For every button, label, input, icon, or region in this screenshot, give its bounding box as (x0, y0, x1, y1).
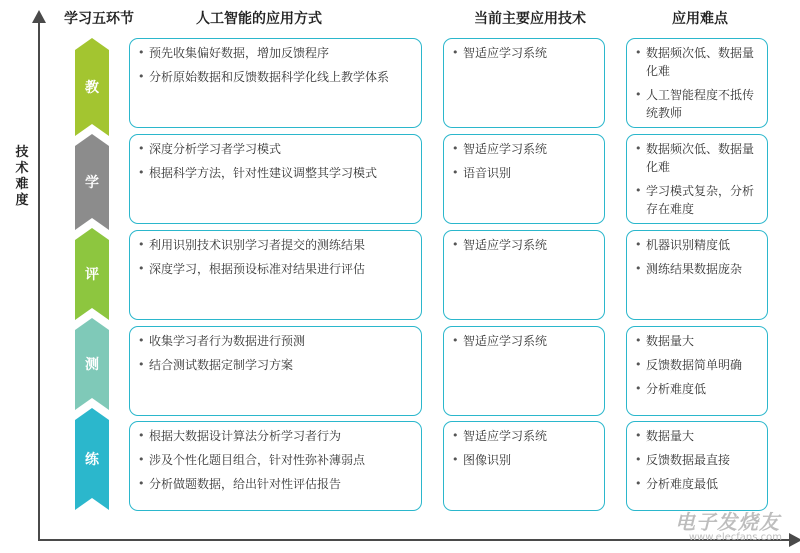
method-box (129, 38, 422, 128)
method-text: 利用识别技术识别学习者提交的测练结果 (149, 238, 366, 252)
method-text: 深度分析学习者学习模式 (149, 142, 282, 156)
bullet-icon: • (452, 453, 459, 466)
bullet-icon: • (452, 334, 459, 347)
method-item (138, 260, 413, 278)
header-tech: 当前主要应用技术 (474, 11, 586, 27)
bullet-icon: • (138, 477, 145, 490)
tech-text: 智适应学习系统 (463, 334, 548, 348)
tech-text: 智适应学习系统 (463, 429, 548, 443)
tech-item (452, 427, 596, 445)
difficulty-item (635, 475, 759, 493)
bullet-icon: • (138, 238, 145, 251)
bullet-icon: • (635, 88, 642, 101)
tech-box (443, 230, 605, 320)
header-stages: 学习五环节 (64, 11, 134, 27)
difficulty-box (626, 38, 768, 128)
method-box (129, 134, 422, 224)
method-item (138, 427, 413, 445)
difficulty-text: 数据频次低、数据量化难 (646, 142, 755, 174)
tech-item (452, 451, 596, 469)
difficulty-item (635, 427, 759, 445)
watermark-logo: 电子发烧友 (675, 510, 780, 534)
method-text: 根据科学方法，针对性建议调整其学习模式 (149, 166, 378, 180)
bullet-icon: • (138, 262, 145, 275)
stage-chevron (75, 408, 109, 510)
method-box (129, 230, 422, 320)
header-difficulty: 应用难点 (672, 11, 728, 27)
bullet-icon: • (452, 166, 459, 179)
difficulty-item (635, 182, 759, 218)
difficulty-box (626, 230, 768, 320)
header-methods: 人工智能的应用方式 (196, 11, 322, 27)
difficulty-box (626, 134, 768, 224)
method-text: 分析做题数据，给出针对性评估报告 (149, 477, 342, 491)
y-axis-label: 技术难度 (15, 145, 29, 208)
bullet-icon: • (138, 453, 145, 466)
tech-item (452, 44, 596, 62)
difficulty-text: 反馈数据最直接 (646, 453, 731, 467)
stage-chevron (75, 318, 109, 410)
horizontal-axis-arrow (38, 539, 790, 541)
tech-box (443, 421, 605, 511)
tech-text: 智适应学习系统 (463, 238, 548, 252)
method-text: 收集学习者行为数据进行预测 (149, 334, 306, 348)
difficulty-text: 数据频次低、数据量化难 (646, 46, 755, 78)
bullet-icon: • (635, 142, 642, 155)
bullet-icon: • (635, 334, 642, 347)
difficulty-text: 分析难度低 (646, 382, 707, 396)
difficulty-text: 人工智能程度不抵传统教师 (646, 88, 755, 120)
method-item (138, 68, 413, 86)
tech-item (452, 332, 596, 350)
difficulty-text: 数据量大 (646, 334, 695, 348)
method-item (138, 236, 413, 254)
bullet-icon: • (138, 429, 145, 442)
difficulty-item (635, 236, 759, 254)
difficulty-item (635, 260, 759, 278)
difficulty-text: 分析难度最低 (646, 477, 719, 491)
bullet-icon: • (635, 477, 642, 490)
tech-text: 智适应学习系统 (463, 142, 548, 156)
tech-text: 智适应学习系统 (463, 46, 548, 60)
bullet-icon: • (452, 238, 459, 251)
method-item (138, 332, 413, 350)
method-box (129, 326, 422, 416)
tech-box (443, 326, 605, 416)
stage-chevron (75, 134, 109, 230)
stage-label: 测 (85, 357, 99, 373)
method-text: 分析原始数据和反馈数据科学化线上教学体系 (149, 70, 390, 84)
tech-box (443, 134, 605, 224)
method-text: 结合测试数据定制学习方案 (149, 358, 294, 372)
difficulty-box (626, 326, 768, 416)
tech-item (452, 140, 596, 158)
bullet-icon: • (635, 184, 642, 197)
watermark-url: www.elecfans.com (688, 532, 782, 543)
difficulty-item (635, 451, 759, 469)
method-item (138, 140, 413, 158)
difficulty-text: 反馈数据简单明确 (646, 358, 743, 372)
bullet-icon: • (635, 429, 642, 442)
difficulty-item (635, 44, 759, 80)
bullet-icon: • (138, 142, 145, 155)
method-item (138, 356, 413, 374)
bullet-icon: • (138, 334, 145, 347)
method-item (138, 164, 413, 182)
difficulty-item (635, 86, 759, 122)
difficulty-item (635, 140, 759, 176)
method-item (138, 44, 413, 62)
bullet-icon: • (635, 238, 642, 251)
bullet-icon: • (138, 166, 145, 179)
difficulty-text: 机器识别精度低 (646, 238, 731, 252)
difficulty-item (635, 356, 759, 374)
stage-label: 学 (85, 175, 99, 191)
bullet-icon: • (138, 70, 145, 83)
bullet-icon: • (635, 453, 642, 466)
method-box (129, 421, 422, 511)
bullet-icon: • (452, 429, 459, 442)
difficulty-text: 学习模式复杂，分析存在难度 (646, 184, 755, 216)
stage-label: 练 (85, 452, 99, 468)
bullet-icon: • (452, 142, 459, 155)
difficulty-text: 数据量大 (646, 429, 695, 443)
difficulty-text: 测练结果数据庞杂 (646, 262, 743, 276)
bullet-icon: • (635, 358, 642, 371)
vertical-axis-arrow (38, 22, 40, 540)
stage-label: 教 (85, 80, 99, 96)
bullet-icon: • (635, 262, 642, 275)
tech-text: 图像识别 (463, 453, 512, 467)
tech-box (443, 38, 605, 128)
method-text: 预先收集偏好数据，增加反馈程序 (149, 46, 330, 60)
bullet-icon: • (138, 46, 145, 59)
difficulty-item (635, 380, 759, 398)
difficulty-box (626, 421, 768, 511)
stage-chevron (75, 228, 109, 320)
tech-item (452, 164, 596, 182)
bullet-icon: • (452, 46, 459, 59)
tech-text: 语音识别 (463, 166, 512, 180)
stage-chevron (75, 38, 109, 136)
method-item (138, 475, 413, 493)
method-text: 深度学习，根据预设标准对结果进行评估 (149, 262, 366, 276)
difficulty-item (635, 332, 759, 350)
method-text: 涉及个性化题目组合，针对性弥补薄弱点 (149, 453, 366, 467)
bullet-icon: • (138, 358, 145, 371)
bullet-icon: • (635, 382, 642, 395)
stage-label: 评 (85, 267, 99, 283)
bullet-icon: • (635, 46, 642, 59)
method-item (138, 451, 413, 469)
tech-item (452, 236, 596, 254)
method-text: 根据大数据设计算法分析学习者行为 (149, 429, 342, 443)
